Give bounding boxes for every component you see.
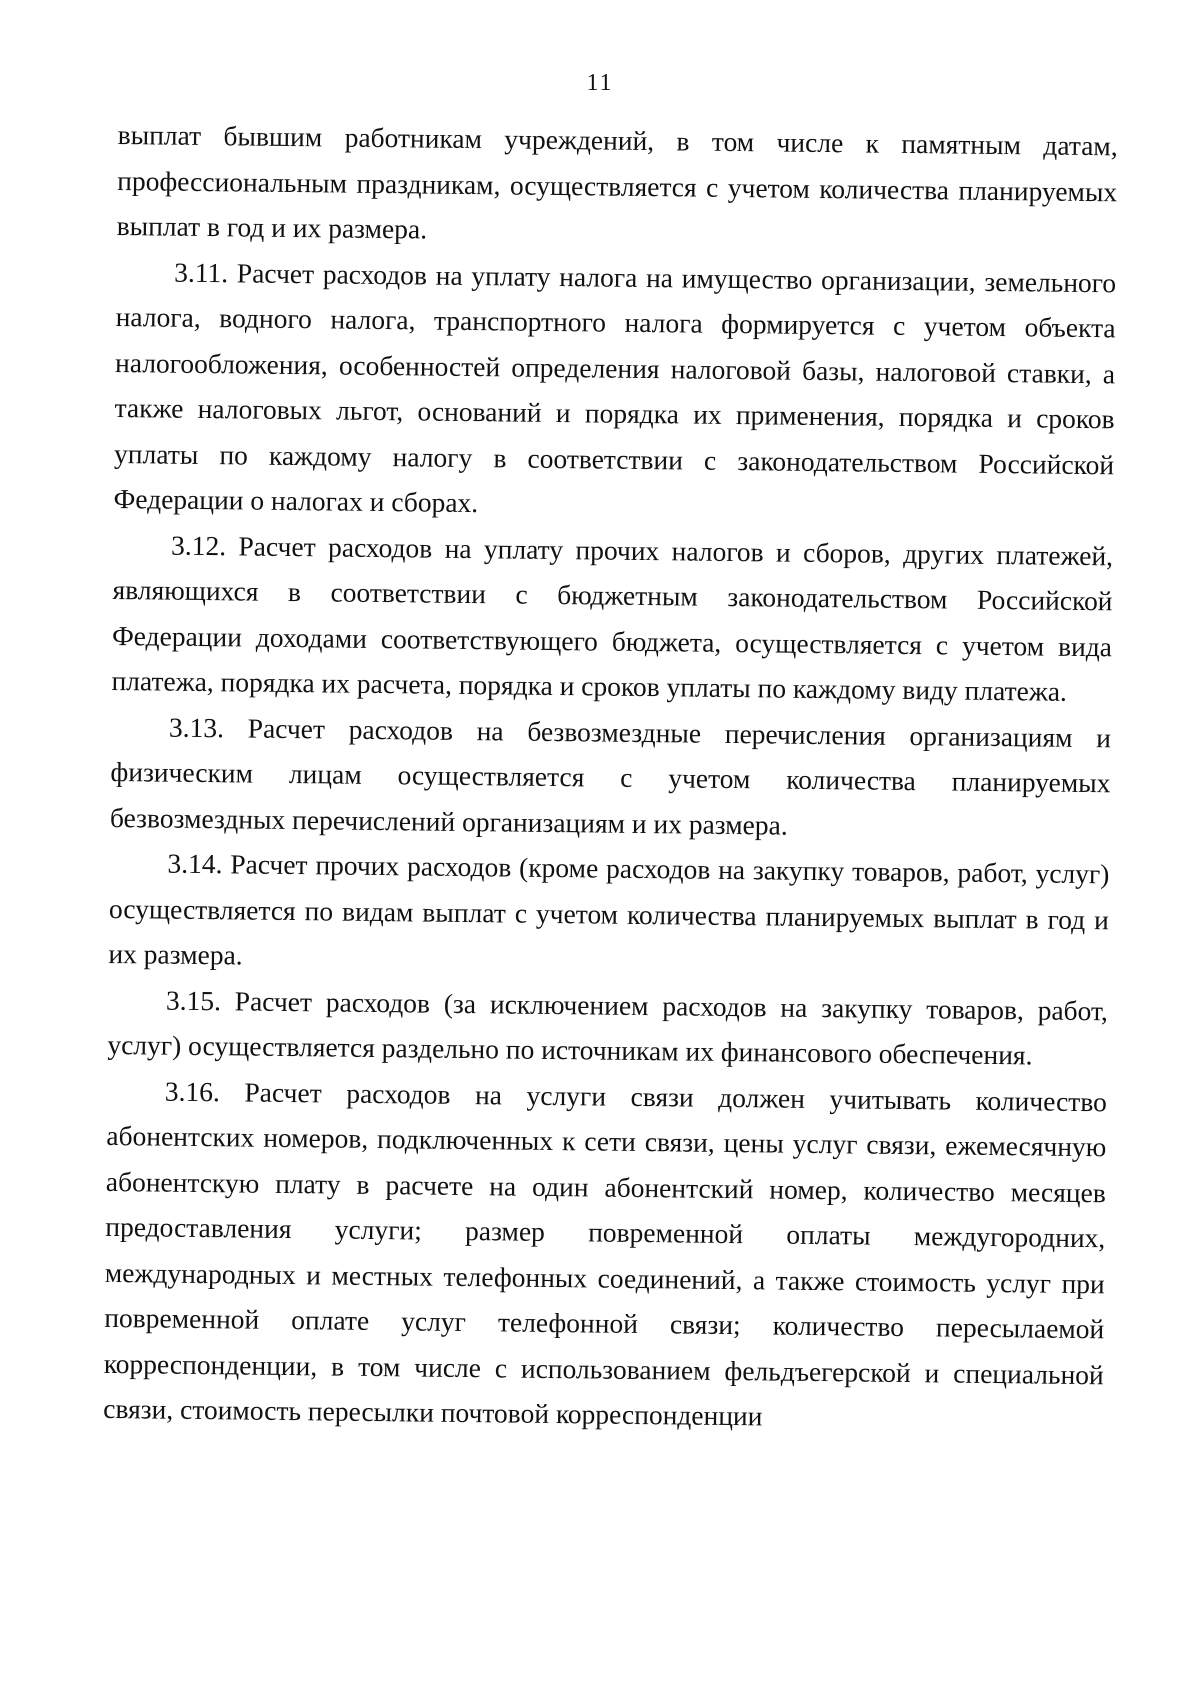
paragraph-text: Расчет расходов на услуги связи должен учитывать количество абонентских номеров, подключенных к сети связи, цены услуг связи, ежемесячную абонентскую плату в расчете на один абонентский номер, количество месяцев предоставления услуги; размер повременной оплаты междугородних, международных и местных телефонных соединений, а также стоимость услуг при повременной оплате услуг телефонной связи; количество пересылаемой корреспонденции, в том числе с использованием фельдъегерской и специальной связи, стоимость пересылки почтовой корреспонденции xyxy=(103,1075,1108,1432)
paragraph-3-16 xyxy=(103,1067,1107,1442)
paragraph-number: 3.15. xyxy=(165,984,222,1016)
document-body xyxy=(103,112,1118,1443)
paragraph-3-11 xyxy=(113,248,1116,532)
paragraph-number: 3.11. xyxy=(174,256,229,288)
paragraph-text: Расчет расходов на безвозмездные перечисления организациям и физическим лицам осуществляется с учетом количества планируемых безвозмездных перечислений организациям и их размера. xyxy=(109,712,1112,841)
paragraph-text: выплат бывшим работникам учреждений, в том числе к памятным датам, профессиональным праздникам, осуществляется с учетом количества планируемых выплат в год и их размера. xyxy=(116,118,1118,245)
page-number: 11 xyxy=(586,70,614,96)
paragraph-number: 3.16. xyxy=(164,1075,221,1107)
paragraph-text: Расчет расходов на уплату налога на имущество организации, земельного налога, водного налога, транспортного налога формируется с учетом объекта налогообложения, особенностей определения налоговой базы, налоговой ставки, а также налоговых льгот, оснований и порядка их применения, порядка и сроков уплаты по каждому налогу в соответствии с законодательством Российской Федерации о налогах и сборах. xyxy=(113,256,1117,519)
paragraph-continuation xyxy=(116,112,1117,260)
paragraph-3-12 xyxy=(111,521,1113,714)
paragraph-3-14 xyxy=(108,840,1109,988)
paragraph-number: 3.12. xyxy=(170,529,227,561)
paragraph-3-13 xyxy=(110,703,1111,851)
paragraph-text: Расчет прочих расходов (кроме расходов на закупку товаров, работ, услуг) осуществляется по видам выплат с учетом количества планируемых выплат в год и их размера. xyxy=(108,848,1110,971)
paragraph-text: Расчет расходов (за исключением расходов на закупку товаров, работ, услуг) осуществляется раздельно по источникам их финансового обеспечения. xyxy=(107,984,1109,1071)
paragraph-number: 3.14. xyxy=(167,847,223,880)
paragraph-text: Расчет расходов на уплату прочих налогов и сборов, других платежей, являющихся в соответствии с бюджетным законодательством Российской Федерации доходами соответствующего бюджета, осуществляется с учетом вида платежа, порядка их расчета, порядка и сроков уплаты по каждому виду платежа. xyxy=(111,529,1114,707)
paragraph-3-15 xyxy=(107,976,1108,1078)
paragraph-number: 3.13. xyxy=(168,711,225,743)
